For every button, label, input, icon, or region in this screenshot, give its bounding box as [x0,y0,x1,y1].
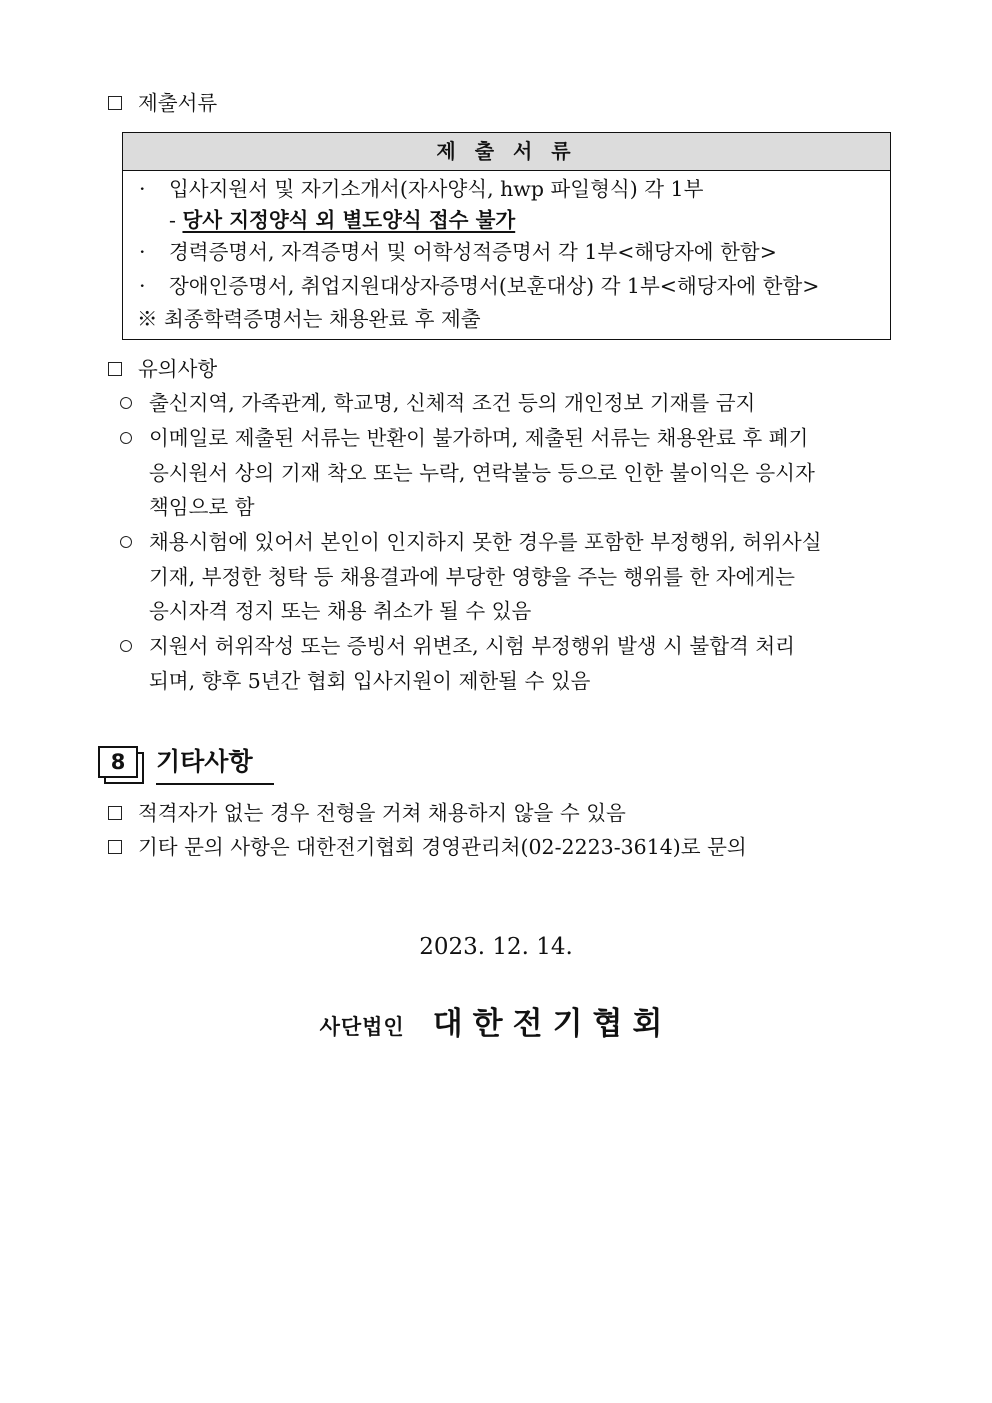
circle-bullet-icon [120,432,132,444]
caution-item: 채용시험에 있어서 본인이 인지하지 못한 경우를 포함한 부정행위, 허위사실 [120,525,822,559]
checkbox-square-icon [108,362,122,376]
table-item-certificates: · 경력증명서, 자격증명서 및 어학성적증명서 각 1부<해당자에 한함> [139,237,777,267]
submission-table [122,132,891,340]
bullet-dot: · [139,274,146,298]
checkbox-square-icon [108,840,122,854]
warning-text: 당사 지정양식 외 별도양식 접수 불가 [182,208,516,232]
bullet-dot: · [139,177,146,201]
table-item-subnote: - 당사 지정양식 외 별도양식 접수 불가 [169,208,516,232]
caution-item: 출신지역, 가족관계, 학교명, 신체적 조건 등의 개인정보 기재를 금지 [120,386,755,420]
table-note: ※ 최종학력증명서는 채용완료 후 제출 [137,307,481,331]
caution-item-continuation: 응시자격 정지 또는 채용 취소가 될 수 있음 [149,599,532,623]
caution-item-continuation: 기재, 부정한 청탁 등 채용결과에 부당한 영향을 주는 행위를 한 자에게는 [149,565,795,589]
checkbox-square-icon [108,96,122,110]
caution-item: 이메일로 제출된 서류는 반환이 불가하며, 제출된 서류는 채용완료 후 폐기 [120,421,808,455]
organization-name: 대한전기협회 [432,1006,673,1042]
organization-prefix: 사단법인 [319,1014,405,1039]
table-item-disability: · 장애인증명서, 취업지원대상자증명서(보훈대상) 각 1부<해당자에 한함> [139,271,819,301]
etc-item: 적격자가 없는 경우 전형을 거쳐 채용하지 않을 수 있음 [108,796,626,830]
circle-bullet-icon [120,397,132,409]
caution-item-continuation: 책임으로 함 [149,495,255,519]
organization-signature [0,998,992,1043]
section-number-badge: 8 [98,746,138,778]
cautions-heading: 유의사항 [108,352,217,386]
document-date: 2023. 12. 14. [419,934,573,960]
caution-item-continuation: 응시원서 상의 기재 착오 또는 누락, 연락불능 등으로 인한 불이익은 응시자 [149,461,815,485]
circle-bullet-icon [120,536,132,548]
section-title: 기타사항 [156,747,253,776]
submission-heading: 제출서류 [108,86,217,120]
etc-item: 기타 문의 사항은 대한전기협회 경영관리처(02-2223-3614)로 문의 [108,830,747,864]
bullet-dot: · [139,240,146,264]
circle-bullet-icon [120,640,132,652]
table-item-application: · 입사지원서 및 자기소개서(자사양식, hwp 파일형식) 각 1부 [139,174,703,204]
table-body [123,171,890,340]
section-title-underline [156,783,274,785]
caution-item-continuation: 되며, 향후 5년간 협회 입사지원이 제한될 수 있음 [149,669,591,693]
table-header: 제 출 서 류 [123,133,890,171]
caution-item: 지원서 허위작성 또는 증빙서 위변조, 시험 부정행위 발생 시 불합격 처리 [120,629,795,663]
checkbox-square-icon [108,806,122,820]
